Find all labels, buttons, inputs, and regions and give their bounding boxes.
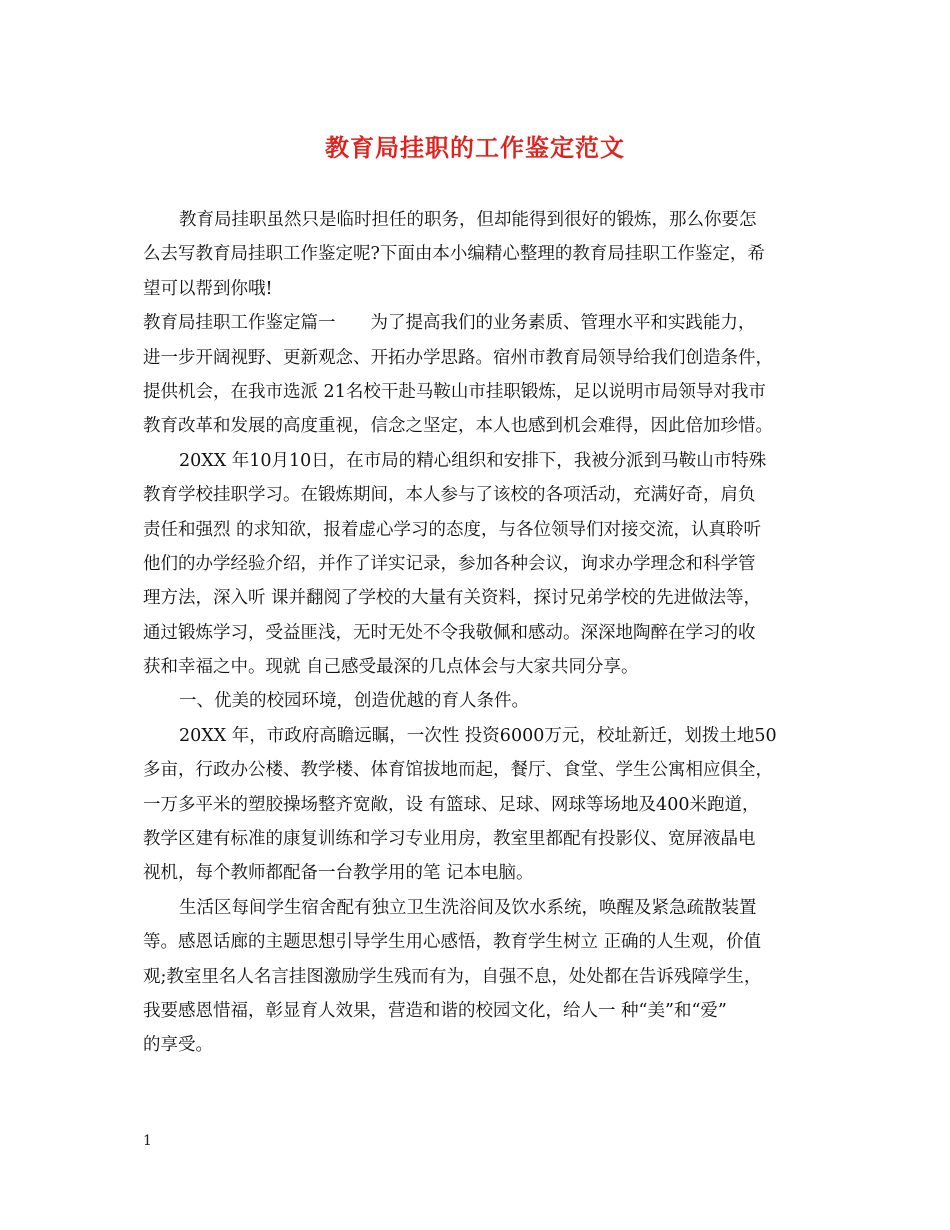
text-line: 教育局挂职工作鉴定篇一 为了提高我们的业务素质、管理水平和实践能力， (143, 313, 756, 334)
text-line: 进一步开阔视野、更新观念、开拓办学思路。宿州市教育局领导给我们创造条件， (143, 347, 773, 368)
text-line: 20XX 年，市政府高瞻远瞩，一次性 投资6000万元，校址新迁，划拨土地50 (179, 725, 777, 746)
text-line: 望可以帮到你哦! (143, 278, 273, 299)
text-line: 么去写教育局挂职工作鉴定呢?下面由本小编精心整理的教育局挂职工作鉴定，希 (143, 244, 765, 265)
document-body (143, 203, 808, 1063)
text-line: 等。感恩话廊的主题思想引导学生用心感悟，教育学生树立 正确的人生观，价值 (143, 932, 762, 953)
text-line: 教育学校挂职学习。在锻炼期间，本人参与了该校的各项活动，充满好奇，肩负 (143, 485, 756, 506)
text-line: 他们的办学经验介绍，并作了详实记录，参加各种会议，询求办学理念和科学管 (143, 553, 756, 574)
text-line: 责任和强烈 的求知欲，报着虚心学习的态度，与各位领导们对接交流，认真聆听 (143, 519, 762, 540)
text-line: 教育改革和发展的高度重视，信念之坚定，本人也感到机会难得，因此倍加珍惜。 (143, 416, 773, 437)
text-line: 教学区建有标准的康复训练和学习专业用房，教室里都配有投影仪、宽屏液晶电 (143, 829, 756, 850)
text-line: 的享受。 (143, 1035, 213, 1056)
text-line: 通过锻炼学习，受益匪浅，无时无处不令我敬佩和感动。深深地陶醉在学习的收 (143, 622, 756, 643)
text-line: 教育局挂职虽然只是临时担任的职务，但却能得到很好的锻炼，那么你要怎 (179, 210, 757, 230)
text-line: 多亩，行政办公楼、教学楼、体育馆拔地而起，餐厅、食堂、学生公寓相应俱全， (143, 760, 773, 781)
text-line: 提供机会，在我市选派 21名校干赴马鞍山市挂职锻炼，足以说明市局领导对我市 (143, 381, 766, 402)
text-line: 理方法，深入听 课并翻阅了学校的大量有关资料，探讨兄弟学校的先进做法等， (143, 588, 762, 609)
text-line: 观;教室里名人名言挂图激励学生残而有为，自强不息，处处都在告诉残障学生， (143, 966, 762, 987)
section-heading: 一、优美的校园环境，创造优越的育人条件。 (179, 691, 529, 712)
text-line: 20XX 年10月10日，在市局的精心组织和安排下，我被分派到马鞍山市特殊 (179, 450, 767, 471)
text-line: 视机，每个教师都配备一台教学用的笔 记本电脑。 (143, 863, 534, 884)
text-line: 获和幸福之中。现就 自己感受最深的几点体会与大家共同分享。 (143, 657, 639, 678)
text-line: 一万多平米的塑胶操场整齐宽敞，设 有篮球、足球、网球等场地及400米跑道， (143, 794, 760, 815)
text-line: 生活区每间学生宿舍配有独立卫生洗浴间及饮水系统，唤醒及紧急疏散装置 (179, 897, 757, 918)
text-line: 我要感恩惜福，彰显育人效果，营造和谐的校园文化，给人一 种“美”和“爱” (143, 1000, 727, 1021)
page-number: 1 (143, 1133, 152, 1149)
document-title: 教育局挂职的工作鉴定范文 (325, 133, 625, 162)
